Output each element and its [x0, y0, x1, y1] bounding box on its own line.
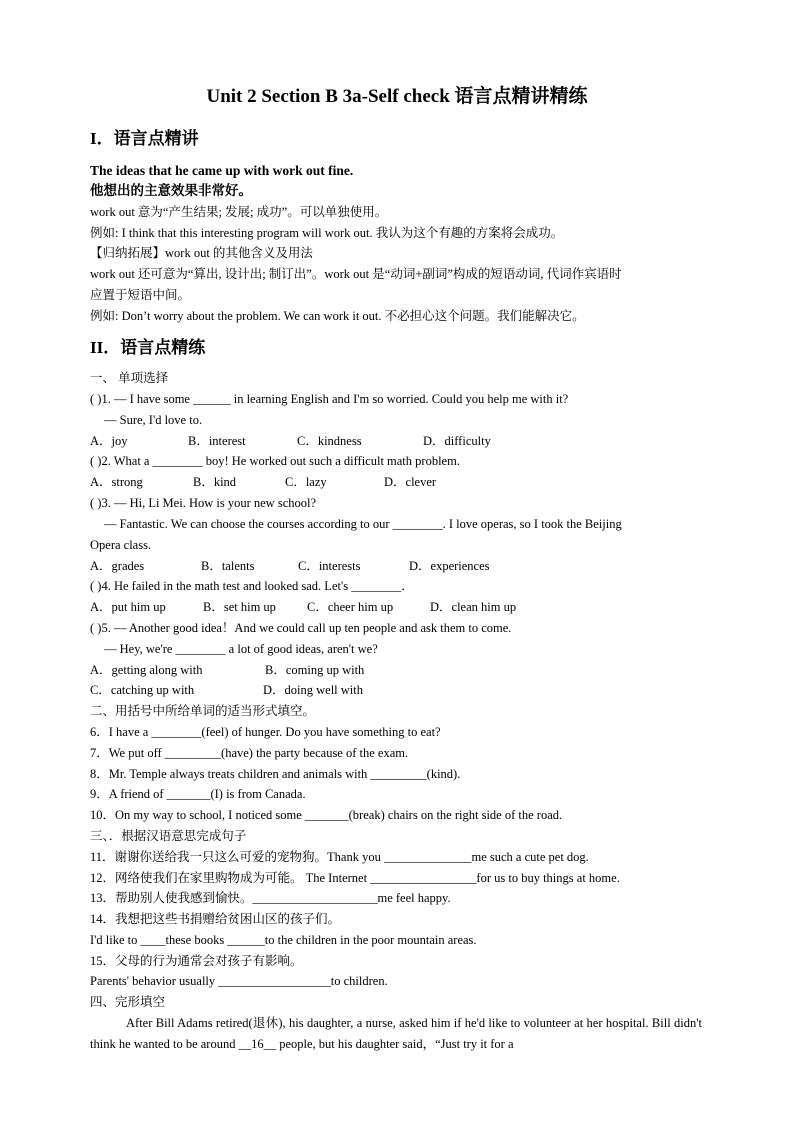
option: B．set him up — [203, 600, 276, 614]
option: D．experiences — [409, 559, 490, 573]
question-line: — Sure, I'd love to. — [104, 413, 203, 427]
question: 9．A friend of _______(I) is from Canada. — [90, 787, 306, 801]
part-heading: 一、 单项选择 — [90, 371, 169, 385]
option: A．strong — [90, 475, 143, 489]
option: D．clean him up — [430, 600, 517, 614]
option: A．getting along with — [90, 663, 203, 677]
option: D．doing well with — [263, 683, 363, 697]
option: C．interests — [298, 559, 361, 573]
option: D．clever — [384, 475, 437, 489]
option: D．difficulty — [423, 434, 491, 448]
question: 6．I have a ________(feel) of hunger. Do you have something to eat? — [90, 725, 441, 739]
question: ( )3. — Hi, Li Mei. How is your new school? — [90, 496, 317, 510]
question-line: — Fantastic. We can choose the courses according to our ________. I love operas, so I took the Beijing — [104, 517, 622, 531]
question-line: Opera class. — [90, 538, 152, 552]
explanation-line: work out 意为“产生结果; 发展; 成功”。可以单独使用。 — [90, 205, 388, 219]
example-sentence-en: The ideas that he came up with work out fine. — [90, 163, 354, 178]
question: 14．我想把这些书捐赠给贫困山区的孩子们。 — [90, 912, 341, 926]
extension-heading: 【归纳拓展】work out 的其他含义及用法 — [90, 246, 313, 260]
question: 13．帮助别人使我感到愉快。____________________me feel happy. — [90, 891, 451, 905]
part-heading: 三、．根据汉语意思完成句子 — [90, 829, 247, 843]
question-line: — Hey, we're ________ a lot of good ideas, aren't we? — [104, 642, 378, 656]
option: B．talents — [201, 559, 255, 573]
option: C．kindness — [297, 434, 362, 448]
question: ( )1. — I have some ______ in learning English and I'm so worried. Could you help me with it? — [90, 392, 569, 406]
option: C．lazy — [285, 475, 327, 489]
example-line: 例如: I think that this interesting program will work out. 我认为这个有趣的方案将会成功。 — [90, 226, 564, 240]
option: B．kind — [193, 475, 237, 489]
option: C．cheer him up — [307, 600, 394, 614]
question: 7．We put off _________(have) the party because of the exam. — [90, 746, 409, 760]
question: ( )5. — Another good idea！And we could call up ten people and ask them to come. — [90, 621, 512, 635]
section2-heading: II．语言点精练 — [90, 338, 206, 357]
option: B．interest — [188, 434, 246, 448]
example-sentence-zh: 他想出的主意效果非常好。 — [90, 183, 252, 198]
question: ( )4. He failed in the math test and looked sad. Let's ________． — [90, 579, 414, 593]
question: 12．网络使我们在家里购物成为可能。 The Internet _________________for us to buy things at home. — [90, 871, 620, 885]
option: C．catching up with — [90, 683, 195, 697]
extension-line: 应置于短语中间。 — [90, 288, 191, 302]
option: B．coming up with — [265, 663, 365, 677]
question: 11．谢谢你送给我一只这么可爱的宠物狗。Thank you ______________me such a cute pet dog. — [90, 850, 589, 864]
cloze-passage: After Bill Adams retired(退休), his daughter, a nurse, asked him if he'd like to volunteer at her hospital. Bill didn't think he wanted to be around __16__ people, but his daughter said，“Just try it for a — [90, 1016, 702, 1051]
extension-line: work out 还可意为“算出, 设计出; 制订出”。work out 是“动词+副词”构成的短语动词, 代词作宾语时 — [90, 267, 622, 281]
example-line: 例如: Don’t worry about the problem. We can work it out. 不必担心这个问题。我们能解决它。 — [90, 309, 585, 323]
question: 8．Mr. Temple always treats children and animals with _________(kind). — [90, 767, 461, 781]
part-heading: 二、用括号中所给单词的适当形式填空。 — [90, 704, 316, 718]
question: ( )2. What a ________ boy! He worked out such a difficult math problem. — [90, 454, 460, 468]
question: 15．父母的行为通常会对孩子有影响。 — [90, 954, 303, 968]
question: 10．On my way to school, I noticed some _______(break) chairs on the right side of the road. — [90, 808, 563, 822]
question-line: Parents' behavior usually __________________to children. — [90, 974, 388, 988]
section1-heading: I．语言点精讲 — [90, 129, 199, 148]
page-title: Unit 2 Section B 3a-Self check 语言点精讲精练 — [206, 86, 588, 107]
question-line: I'd like to ____these books ______to the children in the poor mountain areas. — [90, 933, 477, 947]
option: A．joy — [90, 434, 128, 448]
part-heading: 四、完形填空 — [90, 995, 166, 1009]
option: A．grades — [90, 559, 145, 573]
option: A．put him up — [90, 600, 166, 614]
